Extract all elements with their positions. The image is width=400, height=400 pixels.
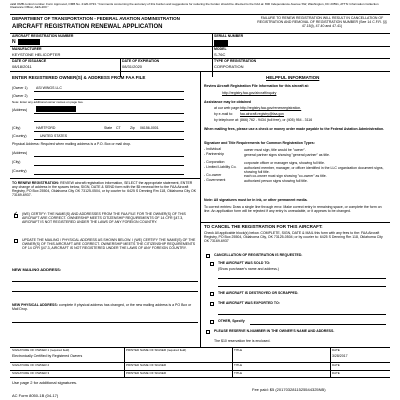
renew-heading: TO RENEW REGISTRATION: [12,181,60,185]
registry-link[interactable]: http://registry.faa.gov/aircraftinquiry [222,91,277,95]
assist-web-link[interactable]: http://registry.faa.gov/renewregistration. [240,106,302,110]
update-address-checkbox[interactable] [14,239,18,243]
sig-requirements-heading: Signature and Title Requirements for Common Registration Types: [204,141,315,145]
zip-label: Zip [130,126,135,130]
sold-note: (Show purchaser's name and address.) [218,267,279,271]
date2-label: DATE [332,363,340,367]
grid-line-2 [10,46,390,47]
model-label: MODEL [214,47,227,51]
sold-line-2[interactable] [218,286,386,287]
renewal-warning: FAILURE TO RENEW REGISTRATION WILL RESULT IN CANCELLATION OF REGISTRATION AND REMOVAL OF REGISTRATION NUMBER (See 14 C.F.R. §§ 47.15(i), 47.40 and 47.41) [257,16,387,29]
sig-note: Note: All signatures must be in ink, or other permanent media. [204,198,308,202]
title1-label: TITLE [234,348,243,352]
date3-label: DATE [332,371,340,375]
update-address-option-text: UPDATE THE MAILING / PHYSICAL ADDRESS AS SHOWN BELOW. I (WE) CERTIFY THE NAME(S) OF THE OWNER(S) OF THIS AIRCRAFT ARE CORRECT. OWNERSHIP MEETS THE CITIZENSHIP REQUIREMENTS OF 14 CFR §47.3, AIRCRAFT IS NOT REGISTERED UNDER THE LAWS OF ANY FOREIGN COUNTRY. [22,238,196,251]
date1-value[interactable]: 3/28/2017 [332,354,348,358]
fee-paid: Fee paid: $5 (2017032811525544325NB) [252,387,326,392]
department-label: DEPARTMENT OF TRANSPORTATION - FEDERAL AVIATION ADMINISTRATION [12,16,180,21]
new-mailing-label: NEW MAILING ADDRESS: [12,267,62,272]
cancel-option-exported: THE AIRCRAFT WAS EXPORTED TO: [218,301,280,305]
sig-row-requirement: authorized person signs showing full title. [244,178,308,183]
sold-line-1[interactable] [218,278,386,279]
left-section-divider [10,178,200,179]
new-physical-line[interactable] [12,322,198,323]
assist-phone: by telephone at: (866) 762 - 9434 (toll free), or (405) 954 - 3116 [214,118,313,122]
checkmark-icon: ✓ [13,210,18,217]
title3-label: TITLE [234,371,243,375]
physical-city-label: (City) [12,160,21,164]
country-label: (Country) [12,134,27,138]
physical-city-line[interactable] [34,165,184,166]
cancel-divider [200,222,390,223]
physical-address-line[interactable] [34,156,184,157]
issue-label: DATE OF ISSUANCE [12,59,47,63]
expire-value: 08/31/2020 [122,64,143,69]
form-number: AC Form 8050-1B (04-17) [12,393,59,398]
date1-label: DATE [332,348,340,352]
cancel-option-other: OTHER, Specify [218,319,245,323]
new-physical-note: complete if physical address has changed, or the new mailing address is a PO Box or Mail Drop. [12,303,192,312]
fee-note: When mailing fees, please use a check or money order made payable to the Federal Aviation Administration. [204,127,385,131]
sig-row-type: - Corporation [204,160,225,165]
sold-checkbox[interactable] [210,262,214,266]
physical-country-label: (Country) [12,169,27,173]
cancel-option-1: CANCELLATION OF REGISTRATION IS REQUESTED. [214,253,303,257]
city-label: (City) [12,126,21,130]
header-divider [10,14,390,15]
address-label: (Address) [12,108,28,112]
column-divider [200,71,201,347]
page2-note: Use page 2 for additional signatures. [12,380,78,385]
sig3-label: SIGNATURE OF OWNER 3 [12,371,50,375]
sig-row-requirement: each co-owner must sign showing "co-owner" as title. [244,174,327,179]
manufacturer-label: MANUFACTURER [12,47,42,51]
renew-instructions [12,181,198,197]
city-value[interactable]: HARTFORD [36,126,56,130]
printed3-label: PRINTED NAME OF SIGNER [126,371,167,375]
new-physical-label: NEW PHYSICAL ADDRESS: [12,303,58,307]
grid-line-3 [10,58,390,59]
help-heading: HELPFUL INFORMATION [266,75,320,80]
new-mailing-line-1[interactable] [12,281,198,282]
sig-row-type: - Individual [204,147,221,151]
owner2-label: (Owner 2) [12,94,28,98]
assist-email-link[interactable]: faa.aircraft.registry@faa.gov [240,112,285,116]
type-value: CORPORATION [214,64,244,69]
electronic-cert: Electronically Certified by Registered Owners [12,354,83,358]
new-mailing-line-2[interactable] [12,291,198,292]
reserve-note: The $10 reservation fee is enclosed. [214,339,271,343]
sig2-label: SIGNATURE OF OWNER 2 [12,363,50,367]
state-value[interactable]: CT [116,126,121,130]
serial-label: SERIAL NUMBER [214,34,244,38]
new-physical-text [12,303,198,311]
cancel-heading: TO CANCEL THE REGISTRATION FOR THIS AIRCRAFT: [204,224,323,229]
printed2-label: PRINTED NAME OF SIGNER [126,363,167,367]
sig-row-requirement: corporate officer or manager signs, showing full title. [244,161,325,166]
certify-option-text: (WE) CERTIFY: THE NAME(S) AND ADDRESSES FROM THE FAA FILE FOR THE OWNER(S) OF THIS AIRCRAFT ARE CORRECT. OWNERSHIP MEETS CITIZENSHIP REQUIREMENTS OF 14 CFR §47.3, AIRCRAFT IS NOT REGISTERED UNDER THE LAWS OF ANY FOREIGN COUNTRY. [22,212,186,225]
assist-heading: Assistance may be obtained [204,100,252,104]
country-value[interactable]: UNITED STATES [40,134,68,138]
physical-country-line[interactable] [34,174,184,175]
assist-email-label: by e-mail to: [214,112,234,116]
reg-number-value: N [12,39,16,45]
redacted-address [36,106,76,112]
omb-note: valid OMB control number. Form Approved, OMB No. 2120-0733. "Comments concerning the accuracy of this burden and suggestions for reducing the burden should be directed to the FAA at: 800 Independence Avenue SW, Washington, DC 20591, ATTN: Information Collection Clearance Officer, AES-200." [10,2,379,10]
owner-heading: ENTER REGISTERED OWNER(S) & ADDRESS FROM FAA FILE [12,75,146,80]
correct-entries-note: To correct entries: Draw a single line through error. Make correct entry in remaining space, or complete the form on line. An application form will be rejected if any entry is unreadable, or it appears to be changed. [204,205,382,214]
owner1-label: (Owner 1) [12,86,28,90]
sig-row-type: - Limited Liability Co. [204,164,237,169]
sig-row-type: - Partnership [204,151,225,156]
address-line[interactable] [34,113,184,114]
redacted-reg-number [18,39,40,45]
physical-address-note: Physical Address: Required when mailing address is a P.O. Box or mail drop. [12,142,131,146]
signature-bottom-line [10,377,390,378]
country-line [34,139,184,140]
sig-row-requirement: general partner signs showing "general partner" as title. [244,152,330,157]
physical-address-label: (Address) [12,151,28,155]
reserve-checkbox[interactable] [206,330,210,334]
cancel-option-reserve: PLEASE RESERVE N-NUMBER IN THE OWNER'S NAME AND ADDRESS. [214,329,335,333]
city-line [34,131,184,132]
exported-line[interactable] [218,314,386,315]
sig-row-type: - Co-owner [204,173,222,178]
other-checkbox[interactable] [210,320,214,324]
expire-label: DATE OF EXPIRATION [122,59,160,63]
model-value: S-76C [214,52,226,57]
owner1-line [34,91,184,92]
owner1-value[interactable]: ASI WINGS LLC [36,86,62,90]
manufacturer-value: KEYSTONE HELICOPTER [12,52,61,57]
zip-value[interactable]: 06156-0001 [140,126,159,130]
sig-row-requirement: owner must sign, title would be "owner". [244,148,306,152]
sig1-label: SIGNATURE OF OWNER 1 (required field) [12,348,70,352]
destroyed-checkbox[interactable] [210,292,214,296]
title2-label: TITLE [234,363,243,367]
assist-web-label: at our web page: [214,106,241,110]
issue-value: 08/18/2011 [12,64,32,69]
renew-text: REVIEW aircraft registration information, SELECT the appropriate statement, ENTER any change of address in the spaces below, SIGN, DATE & SEND form with the $5 renewal fee to the FAA Aircraft Registry, PO Box 25504, Oklahoma City OK 73125-0504, or by courier to: 6425 S Denning Rm 118, Oklahoma City OK 73169-6937. [12,181,197,198]
type-label: TYPE OF REGISTRATION [214,59,257,63]
cancel-instructions: Check All applicable block(s) below. COMPLETE, SIGN, DATE & MAIL this form with any fees to the: FAA Aircraft Registry, PO Box 25504, Oklahoma City, OK 73125-0504; or by courier to: 6425 S Denning Rm 118, Oklahoma City OK 73169-6937 [204,231,383,244]
reg-number-label: AIRCRAFT REGISTRATION NUMBER [12,34,74,38]
form-title: AIRCRAFT REGISTRATION RENEWAL APPLICATION [12,24,163,30]
address-line-2[interactable] [34,121,184,122]
sig-row-type: - Government [204,177,226,182]
printed1-label: PRINTED NAME OF SIGNER (required field) [126,348,187,352]
sig-row-requirement: authorized member, manager, or officer identified in the LLC organization document signs, showing full title. [244,165,384,174]
exported-checkbox[interactable] [210,302,214,306]
other-line[interactable] [250,324,386,325]
cancel-registration-checkbox[interactable] [206,254,210,258]
cancel-option-destroyed: THE AIRCRAFT IS DESTROYED OR SCRAPPED. [218,291,299,295]
help-review-text: Review Aircraft Registration File Information for this aircraft at: [204,84,309,88]
owner-note: Note: Enter any additional owner names on page two. [12,100,84,104]
cancel-option-sold: THE AIRCRAFT WAS SOLD TO: [218,261,271,265]
state-label: State [104,126,113,130]
